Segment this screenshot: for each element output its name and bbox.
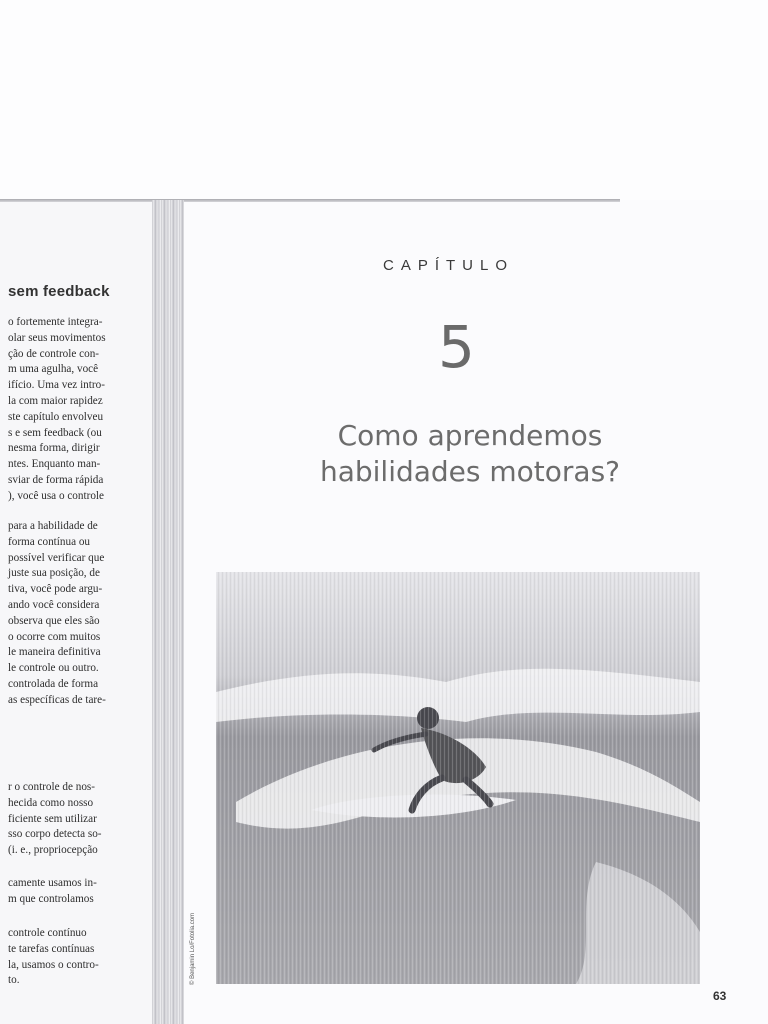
- text-line: hecida como nosso: [8, 796, 94, 809]
- text-line: m que controlamos: [8, 892, 94, 905]
- text-line: camente usamos in-: [8, 877, 97, 889]
- text-line: para a habilidade de: [8, 520, 98, 532]
- text-line: sviar de forma rápida: [8, 473, 104, 486]
- chapter-title-line: habilidades motoras?: [319, 455, 621, 488]
- surfer-photo: [216, 572, 700, 984]
- text-line: controlada de forma: [8, 677, 99, 690]
- text-line: s e sem feedback (ou: [8, 426, 102, 439]
- text-line: te tarefas contínuas: [8, 942, 95, 955]
- left-paragraph-2: [8, 519, 158, 709]
- text-line: (i. e., propriocepção: [8, 844, 98, 857]
- text-line: r o controle de nos-: [8, 781, 95, 793]
- text-line: o fortemente integra-: [8, 316, 103, 328]
- text-line: ifício. Uma vez intro-: [8, 379, 105, 392]
- text-line: as específicas de tare-: [8, 693, 106, 706]
- text-line: juste sua posição, de: [8, 567, 100, 580]
- text-line: m uma agulha, você: [8, 363, 99, 376]
- text-line: tiva, você pode argu-: [8, 583, 103, 596]
- chapter-title: [260, 418, 680, 490]
- left-paragraph-1: [8, 315, 158, 505]
- book-gutter: [152, 200, 184, 1024]
- text-line: to.: [8, 974, 20, 987]
- text-line: controle contínuo: [8, 927, 87, 939]
- text-line: observa que eles são: [8, 614, 100, 627]
- photo-credit: © Benjamin Lo/Fotolia.com: [190, 912, 196, 985]
- left-paragraph-5: [8, 926, 158, 989]
- left-paragraph-4: [8, 876, 158, 908]
- text-line: ficiente sem utilizar: [8, 812, 97, 825]
- chapter-label: CAPÍTULO: [383, 257, 515, 274]
- text-line: ste capítulo envolveu: [8, 410, 104, 423]
- text-line: la com maior rapidez: [8, 394, 103, 407]
- section-heading: sem feedback: [8, 283, 110, 300]
- text-line: possível verificar que: [8, 551, 105, 564]
- scan-top-margin: [0, 0, 768, 200]
- text-line: ando você considera: [8, 598, 100, 611]
- text-line: la, usamos o contro-: [8, 958, 99, 971]
- text-line: ção de controle con-: [8, 347, 100, 360]
- text-line: o ocorre com muitos: [8, 630, 101, 643]
- text-line: nesma forma, dirigir: [8, 442, 100, 455]
- chapter-title-line: Como aprendemos: [337, 419, 603, 452]
- page-number: 63: [713, 989, 727, 1003]
- text-line: le maneira definitiva: [8, 646, 101, 659]
- text-line: ntes. Enquanto man-: [8, 458, 101, 471]
- left-paragraph-3: [8, 780, 158, 859]
- text-line: sso corpo detecta so-: [8, 828, 102, 841]
- surfer-illustration: [216, 572, 700, 984]
- text-line: ), você usa o controle: [8, 489, 104, 502]
- chapter-number: 5: [438, 313, 475, 381]
- text-line: le controle ou outro.: [8, 662, 99, 675]
- text-line: olar seus movimentos: [8, 331, 106, 344]
- text-line: forma contínua ou: [8, 535, 91, 548]
